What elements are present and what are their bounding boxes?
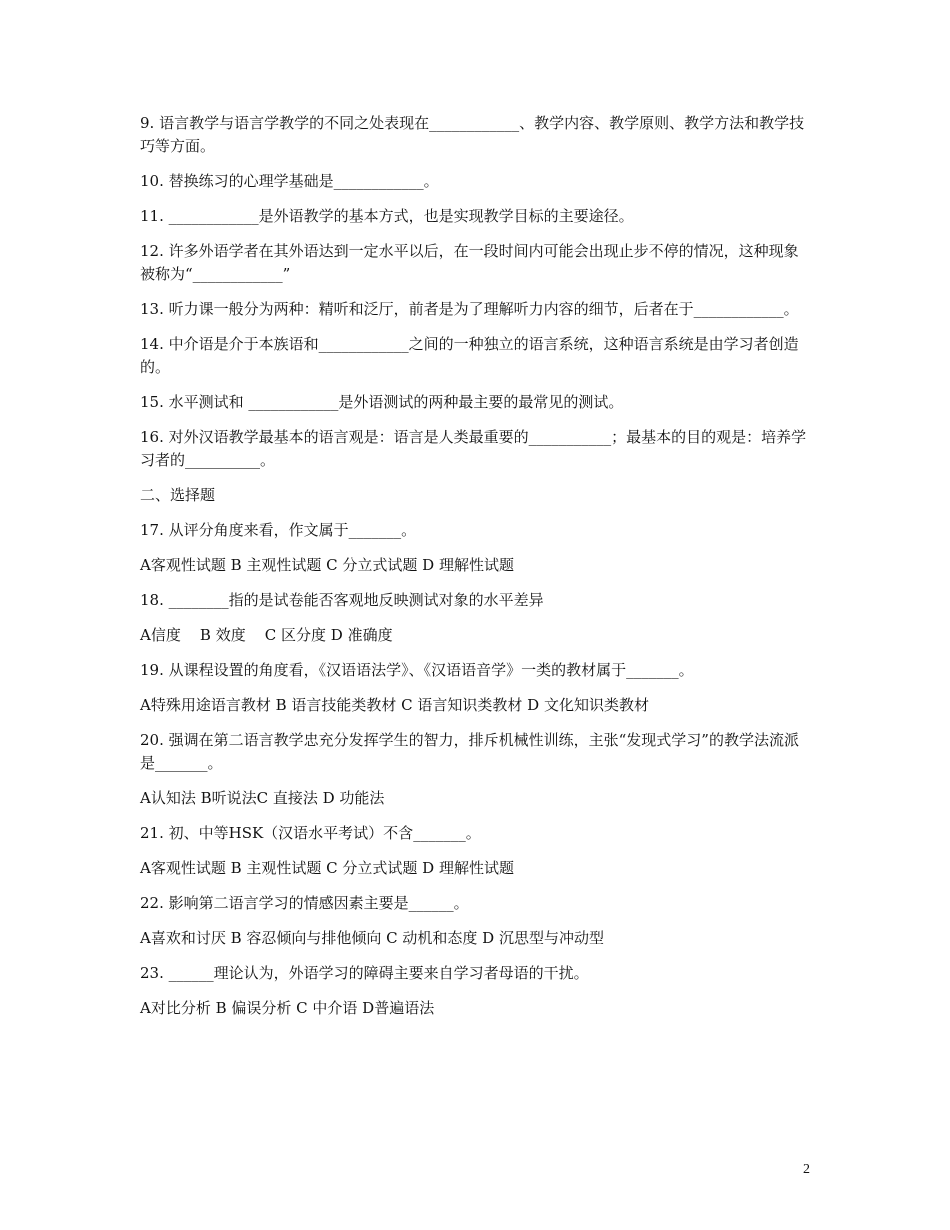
question-23: 23. ______理论认为，外语学习的障碍主要来自学习者母语的干扰。	[140, 964, 589, 982]
question-16: 16. 对外汉语教学最基本的语言观是：语言是人类最重要的___________；最基本的目的观是：培养学习者的__________。	[140, 428, 807, 469]
document-body	[140, 112, 812, 1032]
question-22: 22. 影响第二语言学习的情感因素主要是______。	[140, 894, 469, 912]
options-22: A喜欢和讨厌 B 容忍倾向与排他倾向 C 动机和态度 D 沉思型与冲动型	[140, 929, 604, 947]
question-20: 20. 强调在第二语言教学忠充分发挥学生的智力，排斥机械性训练，主张“发现式学习”的教学法流派是_______。	[140, 731, 799, 772]
options-18: A信度 B 效度 C 区分度 D 准确度	[140, 626, 393, 644]
question-21: 21. 初、中等HSK（汉语水平考试）不含_______。	[140, 824, 481, 842]
section-heading-choice: 二、选择题	[140, 486, 216, 504]
question-17: 17. 从评分角度来看，作文属于_______。	[140, 521, 417, 539]
options-20: A认知法 B听说法C 直接法 D 功能法	[140, 789, 385, 807]
question-10: 10. 替换练习的心理学基础是____________。	[140, 172, 439, 190]
question-14: 14. 中介语是介于本族语和____________之间的一种独立的语言系统，这种语言系统是由学习者创造的。	[140, 335, 799, 376]
options-17: A客观性试题 B 主观性试题 C 分立式试题 D 理解性试题	[140, 556, 514, 574]
question-15: 15. 水平测试和 ____________是外语测试的两种最主要的最常见的测试。	[140, 393, 624, 411]
question-18: 18. ________指的是试卷能否客观地反映测试对象的水平差异	[140, 591, 544, 609]
question-12: 12. 许多外语学者在其外语达到一定水平以后，在一段时间内可能会出现止步不停的情况，这种现象被称为“____________”	[140, 242, 799, 283]
options-19: A特殊用途语言教材 B 语言技能类教材 C 语言知识类教材 D 文化知识类教材	[140, 696, 649, 714]
question-13: 13. 听力课一般分为两种：精听和泛厅，前者是为了理解听力内容的细节，后者在于____________。	[140, 300, 799, 318]
options-21: A客观性试题 B 主观性试题 C 分立式试题 D 理解性试题	[140, 859, 514, 877]
question-19: 19. 从课程设置的角度看，《汉语语法学》、《汉语语音学》一类的教材属于_______。	[140, 661, 694, 679]
page-number: 2	[803, 1162, 810, 1177]
question-9: 9. 语言教学与语言学教学的不同之处表现在____________、教学内容、教学原则、教学方法和教学技巧等方面。	[140, 114, 805, 155]
options-23: A对比分析 B 偏误分析 C 中介语 D普遍语法	[140, 999, 435, 1017]
question-11: 11. ____________是外语教学的基本方式，也是实现教学目标的主要途径。	[140, 207, 634, 225]
